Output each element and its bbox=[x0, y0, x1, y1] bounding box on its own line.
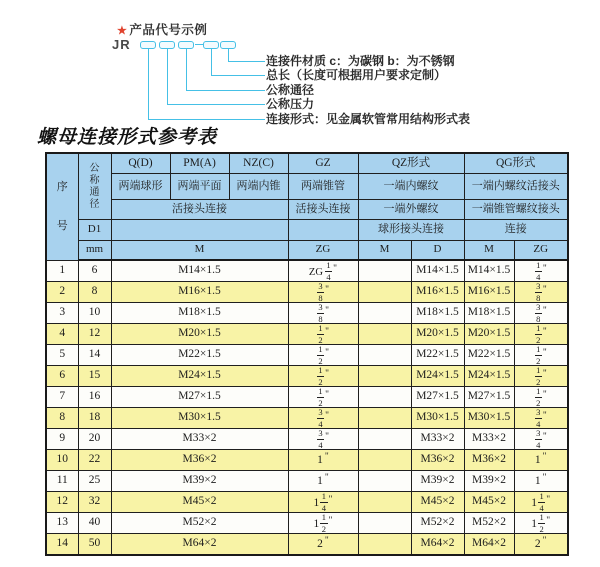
cell-no: 14 bbox=[46, 534, 78, 555]
table-row bbox=[46, 282, 568, 303]
cell-no: 8 bbox=[46, 408, 78, 429]
diagram-title bbox=[117, 20, 207, 38]
cell-no: 3 bbox=[46, 303, 78, 324]
cell-qz-m bbox=[358, 450, 411, 471]
code-dash bbox=[195, 44, 203, 45]
cell-no: 1 bbox=[46, 260, 78, 282]
cell-qg-zg: 2 " bbox=[514, 534, 568, 555]
cell-gz-zg: $\frac{3}{8}$ " bbox=[288, 282, 358, 303]
cell-qg-m: M30×1.5 bbox=[464, 408, 514, 429]
cell-gz-zg: $\frac{3}{4}$ " bbox=[288, 429, 358, 450]
table-row bbox=[46, 471, 568, 492]
header-qz-desc2: 一端外螺纹 bbox=[358, 199, 464, 219]
code-label-connection: 连接形式：见金属软管常用结构形式表 bbox=[266, 112, 471, 126]
cell-mm: 10 bbox=[78, 303, 111, 324]
cell-mm: 18 bbox=[78, 408, 111, 429]
table-row bbox=[46, 513, 568, 534]
header-union-connection: 活接头连接 bbox=[111, 199, 288, 219]
cell-gz-zg: 1 $\frac{1}{2}$ " bbox=[288, 513, 358, 534]
header-qg-desc2: 一端锥管螺纹接头 bbox=[464, 199, 568, 219]
cell-qg-m: M33×2 bbox=[464, 429, 514, 450]
cell-m-thread: M22×1.5 bbox=[111, 345, 288, 366]
cell-m-thread: M36×2 bbox=[111, 450, 288, 471]
table-row bbox=[46, 345, 568, 366]
cell-mm: 20 bbox=[78, 429, 111, 450]
cell-qg-m: M45×2 bbox=[464, 492, 514, 513]
cell-qz-m bbox=[358, 303, 411, 324]
cell-gz-zg: $\frac{1}{2}$ " bbox=[288, 345, 358, 366]
table-row bbox=[46, 408, 568, 429]
table-row bbox=[46, 492, 568, 513]
cell-mm: 50 bbox=[78, 534, 111, 555]
cell-qz-d: M33×2 bbox=[411, 429, 464, 450]
cell-qg-zg: $\frac{3}{8}$ " bbox=[514, 303, 568, 324]
cell-qg-m: M27×1.5 bbox=[464, 387, 514, 408]
header-blank-gz bbox=[288, 219, 358, 240]
cell-mm: 40 bbox=[78, 513, 111, 534]
cell-qg-zg: $\frac{1}{2}$ " bbox=[514, 324, 568, 345]
cell-qg-m: M64×2 bbox=[464, 534, 514, 555]
cell-mm: 15 bbox=[78, 366, 111, 387]
connector-line-connection bbox=[148, 48, 265, 120]
header-nominal-diameter: 公 称 通 径 bbox=[78, 153, 111, 219]
cell-qg-m: M39×2 bbox=[464, 471, 514, 492]
cell-qz-m bbox=[358, 345, 411, 366]
cell-qg-m: M20×1.5 bbox=[464, 324, 514, 345]
star-icon: ★ bbox=[117, 25, 128, 37]
header-nzc-code: NZ(C) bbox=[229, 153, 288, 173]
cell-qz-m bbox=[358, 324, 411, 345]
cell-qg-m: M18×1.5 bbox=[464, 303, 514, 324]
cell-qz-d: M24×1.5 bbox=[411, 366, 464, 387]
table-row bbox=[46, 534, 568, 555]
header-serial: 序 号 bbox=[46, 153, 78, 260]
cell-gz-zg: 2 " bbox=[288, 534, 358, 555]
cell-m-thread: M45×2 bbox=[111, 492, 288, 513]
cell-qg-zg: $\frac{1}{2}$ " bbox=[514, 387, 568, 408]
table-title: 螺母连接形式参考表 bbox=[37, 126, 218, 148]
table-row bbox=[46, 260, 568, 282]
cell-qg-m: M24×1.5 bbox=[464, 366, 514, 387]
cell-no: 4 bbox=[46, 324, 78, 345]
cell-gz-zg: 1 $\frac{1}{4}$ " bbox=[288, 492, 358, 513]
cell-m-thread: M18×1.5 bbox=[111, 303, 288, 324]
cell-qz-d: M16×1.5 bbox=[411, 282, 464, 303]
header-qg-unit2: ZG bbox=[514, 240, 568, 260]
cell-gz-zg: 1 " bbox=[288, 450, 358, 471]
header-m-unit: M bbox=[111, 240, 288, 260]
cell-qz-d: M52×2 bbox=[411, 513, 464, 534]
header-qg-code: QG形式 bbox=[464, 153, 568, 173]
cell-mm: 16 bbox=[78, 387, 111, 408]
cell-m-thread: M14×1.5 bbox=[111, 260, 288, 282]
cell-qg-zg: $\frac{3}{4}$ " bbox=[514, 408, 568, 429]
cell-no: 13 bbox=[46, 513, 78, 534]
header-d1: D1 bbox=[78, 219, 111, 240]
cell-qg-zg: $\frac{1}{4}$ " bbox=[514, 260, 568, 282]
cell-mm: 32 bbox=[78, 492, 111, 513]
cell-qz-m bbox=[358, 471, 411, 492]
cell-mm: 25 bbox=[78, 471, 111, 492]
table-row bbox=[46, 450, 568, 471]
cell-qz-d: M14×1.5 bbox=[411, 260, 464, 282]
header-gz-desc: 两端锥管 bbox=[288, 173, 358, 199]
cell-gz-zg: $\frac{3}{4}$ " bbox=[288, 408, 358, 429]
cell-gz-zg: $\frac{1}{2}$ " bbox=[288, 387, 358, 408]
cell-m-thread: M16×1.5 bbox=[111, 282, 288, 303]
cell-no: 9 bbox=[46, 429, 78, 450]
cell-mm: 12 bbox=[78, 324, 111, 345]
cell-qg-zg: 1 $\frac{1}{4}$ " bbox=[514, 492, 568, 513]
table-row bbox=[46, 366, 568, 387]
header-qz-unit2: D bbox=[411, 240, 464, 260]
cell-m-thread: M20×1.5 bbox=[111, 324, 288, 345]
cell-m-thread: M24×1.5 bbox=[111, 366, 288, 387]
cell-m-thread: M27×1.5 bbox=[111, 387, 288, 408]
cell-m-thread: M64×2 bbox=[111, 534, 288, 555]
code-label-length: 总长（长度可根据用户要求定制） bbox=[266, 68, 447, 82]
cell-qz-m bbox=[358, 282, 411, 303]
cell-qz-m bbox=[358, 408, 411, 429]
cell-mm: 6 bbox=[78, 260, 111, 282]
cell-qg-m: M36×2 bbox=[464, 450, 514, 471]
cell-qz-m bbox=[358, 387, 411, 408]
cell-qg-m: M16×1.5 bbox=[464, 282, 514, 303]
header-gz-unit: ZG bbox=[288, 240, 358, 260]
code-label-pressure: 公称压力 bbox=[266, 97, 315, 111]
cell-mm: 8 bbox=[78, 282, 111, 303]
header-gz-code: GZ bbox=[288, 153, 358, 173]
cell-qg-m: M22×1.5 bbox=[464, 345, 514, 366]
table-row bbox=[46, 303, 568, 324]
cell-qz-m bbox=[358, 260, 411, 282]
header-qz-code: QZ形式 bbox=[358, 153, 464, 173]
cell-qg-zg: $\frac{3}{8}$ " bbox=[514, 282, 568, 303]
cell-no: 5 bbox=[46, 345, 78, 366]
code-label-diameter: 公称通径 bbox=[266, 83, 315, 97]
cell-no: 10 bbox=[46, 450, 78, 471]
cell-qz-m bbox=[358, 513, 411, 534]
header-pma-desc: 两端平面 bbox=[170, 173, 229, 199]
nut-connection-table bbox=[45, 152, 569, 556]
table-row bbox=[46, 387, 568, 408]
cell-qz-m bbox=[358, 534, 411, 555]
cell-qz-d: M27×1.5 bbox=[411, 387, 464, 408]
cell-gz-zg: $\frac{3}{8}$ " bbox=[288, 303, 358, 324]
cell-qg-m: M52×2 bbox=[464, 513, 514, 534]
cell-qz-d: M30×1.5 bbox=[411, 408, 464, 429]
cell-qz-d: M64×2 bbox=[411, 534, 464, 555]
cell-qz-d: M36×2 bbox=[411, 450, 464, 471]
header-pma-code: PM(A) bbox=[170, 153, 229, 173]
header-qg-unit1: M bbox=[464, 240, 514, 260]
cell-m-thread: M33×2 bbox=[111, 429, 288, 450]
cell-qg-zg: $\frac{1}{2}$ " bbox=[514, 366, 568, 387]
cell-qz-d: M22×1.5 bbox=[411, 345, 464, 366]
header-qz-desc1: 一端内螺纹 bbox=[358, 173, 464, 199]
header-qg-connection: 连接 bbox=[464, 219, 568, 240]
cell-no: 11 bbox=[46, 471, 78, 492]
header-qd-desc: 两端球形 bbox=[111, 173, 170, 199]
header-qz-unit1: M bbox=[358, 240, 411, 260]
cell-gz-zg: $\frac{1}{2}$ " bbox=[288, 366, 358, 387]
cell-qg-m: M14×1.5 bbox=[464, 260, 514, 282]
header-qz-connection: 球形接头连接 bbox=[358, 219, 464, 240]
cell-qg-zg: 1 $\frac{1}{2}$ " bbox=[514, 513, 568, 534]
cell-no: 7 bbox=[46, 387, 78, 408]
cell-mm: 14 bbox=[78, 345, 111, 366]
cell-gz-zg: $\frac{1}{2}$ " bbox=[288, 324, 358, 345]
cell-gz-zg: 1 " bbox=[288, 471, 358, 492]
header-qg-desc1: 一端内螺纹活接头 bbox=[464, 173, 568, 199]
header-gz-connection: 活接头连接 bbox=[288, 199, 358, 219]
cell-no: 6 bbox=[46, 366, 78, 387]
cell-qg-zg: $\frac{3}{4}$ " bbox=[514, 429, 568, 450]
header-qd-code: Q(D) bbox=[111, 153, 170, 173]
cell-qz-m bbox=[358, 492, 411, 513]
table-row bbox=[46, 324, 568, 345]
cell-gz-zg: ZG $\frac{1}{4}$ " bbox=[288, 260, 358, 282]
cell-qg-zg: $\frac{1}{2}$ " bbox=[514, 345, 568, 366]
cell-qz-d: M18×1.5 bbox=[411, 303, 464, 324]
table-row bbox=[46, 429, 568, 450]
header-blank-left bbox=[111, 219, 288, 240]
cell-m-thread: M30×1.5 bbox=[111, 408, 288, 429]
code-label-material: 连接件材质 c：为碳钢 b：为不锈钢 bbox=[266, 54, 455, 68]
cell-qz-d: M45×2 bbox=[411, 492, 464, 513]
cell-qz-d: M20×1.5 bbox=[411, 324, 464, 345]
cell-qz-m bbox=[358, 366, 411, 387]
cell-m-thread: M39×2 bbox=[111, 471, 288, 492]
diagram-title-text: 产品代号示例 bbox=[129, 23, 208, 37]
header-mm: mm bbox=[78, 240, 111, 260]
cell-m-thread: M52×2 bbox=[111, 513, 288, 534]
cell-qz-d: M39×2 bbox=[411, 471, 464, 492]
cell-no: 2 bbox=[46, 282, 78, 303]
cell-qg-zg: 1 " bbox=[514, 471, 568, 492]
cell-no: 12 bbox=[46, 492, 78, 513]
cell-mm: 22 bbox=[78, 450, 111, 471]
code-prefix: JR bbox=[112, 37, 131, 52]
cell-qz-m bbox=[358, 429, 411, 450]
header-nzc-desc: 两端内锥 bbox=[229, 173, 288, 199]
cell-qg-zg: 1 " bbox=[514, 450, 568, 471]
